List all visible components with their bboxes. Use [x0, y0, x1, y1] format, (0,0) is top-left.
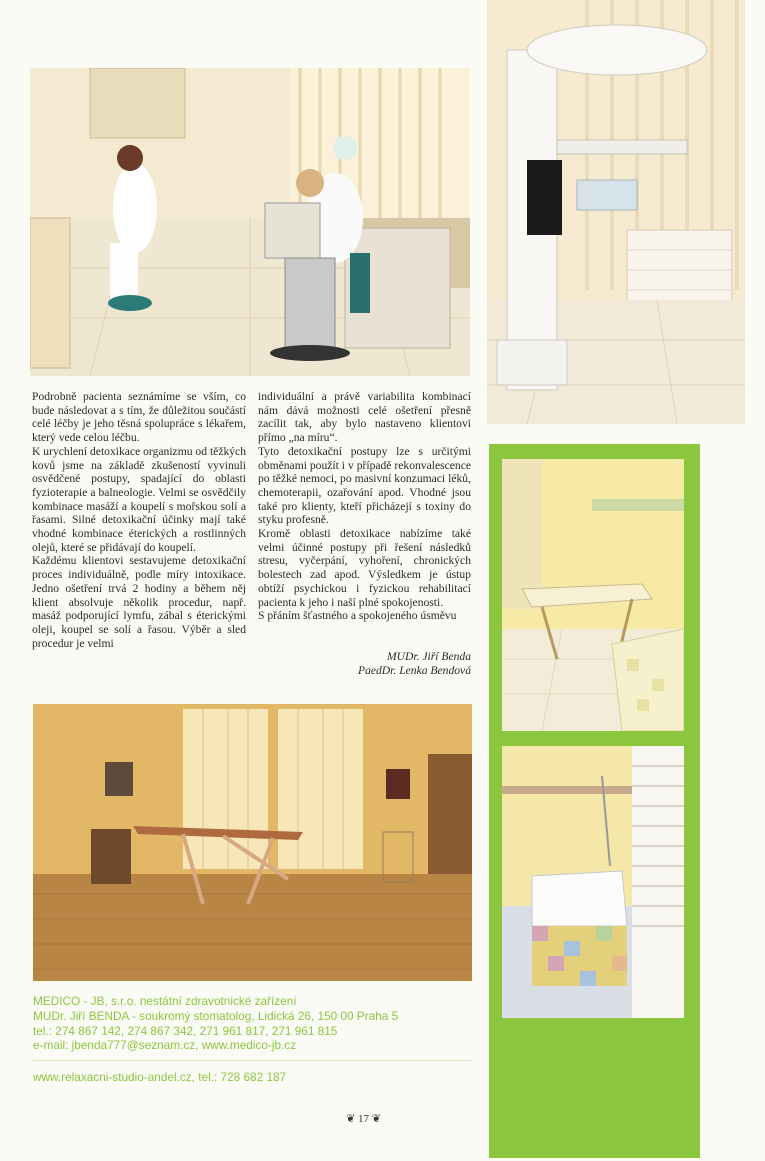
article-paragraph: Tyto detoxikační postupy lze s určitými obměnami použít i v případě rekonvalescence po těžké nemoci, po masivní konzumaci léků, chemoterapii, ozařování apod. Vhodné jsou také pro klienty, kteří přicházejí s toxiny do styku profesně. — [258, 444, 471, 527]
ornament-right-icon: ❦ — [368, 1113, 381, 1125]
page-number — [346, 1112, 381, 1125]
ornament-left-icon: ❦ — [346, 1113, 358, 1125]
divider — [33, 1060, 473, 1061]
address-line: MUDr. Jiří BENDA - soukromý stomatolog, Lidická 26, 150 00 Praha 5 — [33, 1008, 399, 1023]
signature-author-2: PaedDr. Lenka Bendová — [357, 664, 471, 677]
signatures — [300, 650, 471, 678]
photo-massage-room — [502, 459, 684, 731]
article-paragraph: individuální a právě variabilita kombinací nám dává možnosti celé ošetření přesně zacílit tak, aby bylo nastaveno klientovi přímo „na míru“. — [258, 390, 471, 445]
signature-author-1: MUDr. Jiří Benda — [386, 650, 471, 663]
page-number-value: 17 — [357, 1113, 369, 1125]
photo-bathroom — [502, 746, 684, 1018]
photo-xray-device — [487, 0, 745, 424]
article-column-left — [32, 390, 246, 650]
photo-dental-office — [30, 68, 470, 376]
photo-relaxation-room — [33, 704, 472, 981]
website-line: www.relaxacni-studio-andel.cz, tel.: 728 682 187 — [33, 1070, 287, 1084]
email-line: e-mail: jbenda777@seznam.cz, www.medico-jb.cz — [33, 1038, 297, 1053]
article-paragraph: Podrobně pacienta seznámíme se vším, co bude následovat a s tím, že důležitou součástí celé léčby je jeho těsná spolupráce s lékařem, který vede celou léčbu. — [32, 390, 246, 445]
company-name: MEDICO - JB, s.r.o. nestátní zdravotnické zařízení — [33, 994, 297, 1008]
article-paragraph: Kromě oblasti detoxikace nabízíme také velmi účinné postupy při řešení následků stresu, vyčerpání, vyhoření, chronických bolestech zad apod. Výsledkem je ústup obtíží psychickou i fyzickou rehabilitací pacienta k jeho i naší plné spokojenosti. — [258, 527, 471, 609]
article-column-right — [258, 390, 471, 623]
article-paragraph: Každému klientovi sestavujeme detoxikační proces individuálně, podle míry intoxikace. Jedno ošetření trvá 2 hodiny a během něj klient absolvuje několik procedur, např. masáž podporující lymfu, zábal s éterickými oleji, koupel se solí a řasou. Výběr a sled procedur je velmi — [32, 554, 246, 650]
contact-block — [33, 994, 398, 1053]
article-paragraph: K urychlení detoxikace organizmu od těžkých kovů jsme na základě zkušeností vyvinuli osvědčené postupy, spadající do oblasti fyzioterapie a balneologie. Velmi se osvědčily kombinace masáží a koupelí s mořskou solí a řasami. Silné detoxikační účinky mají také vhodné kombinace éterických a rostlinných olejů, které se přidávají do koupelí. — [32, 444, 246, 554]
article-closing: S přáním šťastného a spokojeného úsměvu — [258, 609, 457, 623]
phone-line: tel.: 274 867 142, 274 867 342, 271 961 817, 271 961 815 — [33, 1023, 338, 1038]
